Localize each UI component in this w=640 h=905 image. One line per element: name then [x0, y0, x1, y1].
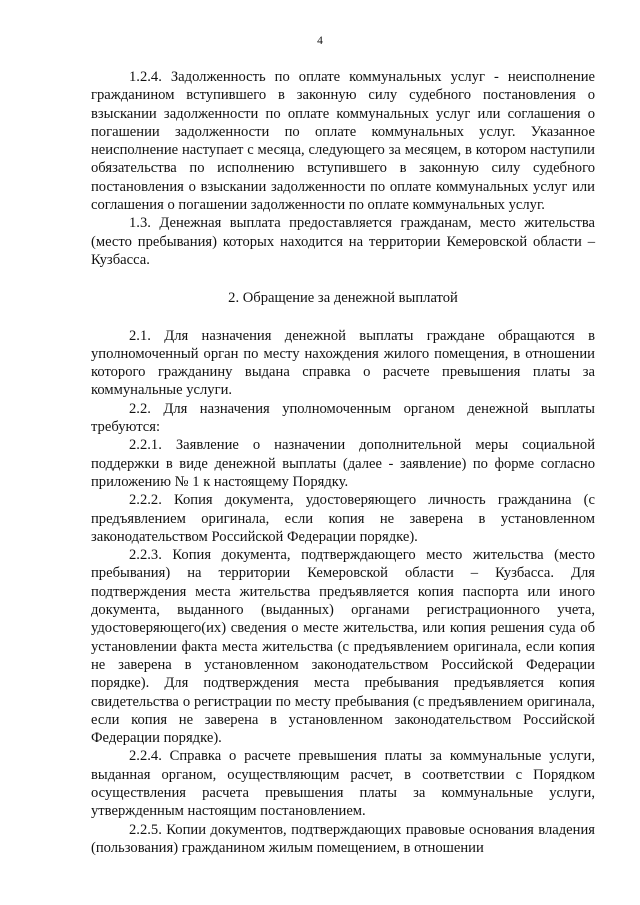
paragraph-2-2-3: 2.2.3. Копия документа, подтверждающего место жительства (место пребывания) на территории Кемеровской области – Кузбасса. Для подтверждения места жительства предъявляется копия паспорта или иного документа, выданного (выданных) органами регистрационного учета, удостоверяющего(их) сведения о месте жительства, или копия решения суда об установлении факта места жительства (с предъявлением оригинала, если копия не заверена в установленном законодательством Российской Федерации порядке). Для подтверждения места пребывания предъявляется копия свидетельства о регистрации по месту пребывания (с предъявлением оригинала, если копия не заверена в установленном законодательством Российской Федерации порядке). — [91, 547, 595, 747]
paragraph-2-2-4: 2.2.4. Справка о расчете превышения платы за коммунальные услуги, выданная органом, осуществляющим расчет, в соответствии с Порядком осуществления расчета превышения платы за коммунальные услуги, утвержденным настоящим постановлением. — [91, 748, 595, 820]
paragraph-2-2-2: 2.2.2. Копия документа, удостоверяющего личность гражданина (с предъявлением оригинала, если копия не заверена в установленном законодательством Российской Федерации порядке). — [91, 492, 595, 545]
document-body — [91, 68, 595, 857]
paragraph-2-1: 2.1. Для назначения денежной выплаты граждане обращаются в уполномоченный орган по месту нахождения жилого помещения, в отношении которого гражданину выдана справка о расчете превышения платы за коммунальные услуги. — [91, 327, 595, 399]
section-heading: 2. Обращение за денежной выплатой — [228, 290, 458, 307]
paragraph-2-2: 2.2. Для назначения уполномоченным органом денежной выплаты требуются: — [91, 400, 595, 436]
paragraph-1-2-4: 1.2.4. Задолженность по оплате коммунальных услуг - неисполнение гражданином вступившего в законную силу судебного постановления о взыскании задолженности по оплате коммунальных услуг или соглашения о погашении задолженности по оплате коммунальных услуг. Указанное неисполнение наступает с месяца, следующего за месяцем, в котором наступили обязательства по исполнению вступившего в законную силу судебного постановления о взыскании задолженности по оплате коммунальных услуг или соглашения о погашении задолженности по оплате коммунальных услуг. — [91, 69, 595, 214]
paragraph-2-2-1: 2.2.1. Заявление о назначении дополнительной меры социальной поддержки в виде денежной выплаты (далее - заявление) по форме согласно приложению № 1 к настоящему Порядку. — [91, 437, 595, 490]
paragraph-1-3: 1.3. Денежная выплата предоставляется гражданам, место жительства (место пребывания) которых находится на территории Кемеровской области – Кузбасса. — [91, 215, 595, 268]
page-number: 4 — [317, 35, 323, 47]
paragraph-2-2-5: 2.2.5. Копии документов, подтверждающих правовые основания владения (пользования) гражданином жилым помещением, в отношении — [91, 821, 595, 856]
